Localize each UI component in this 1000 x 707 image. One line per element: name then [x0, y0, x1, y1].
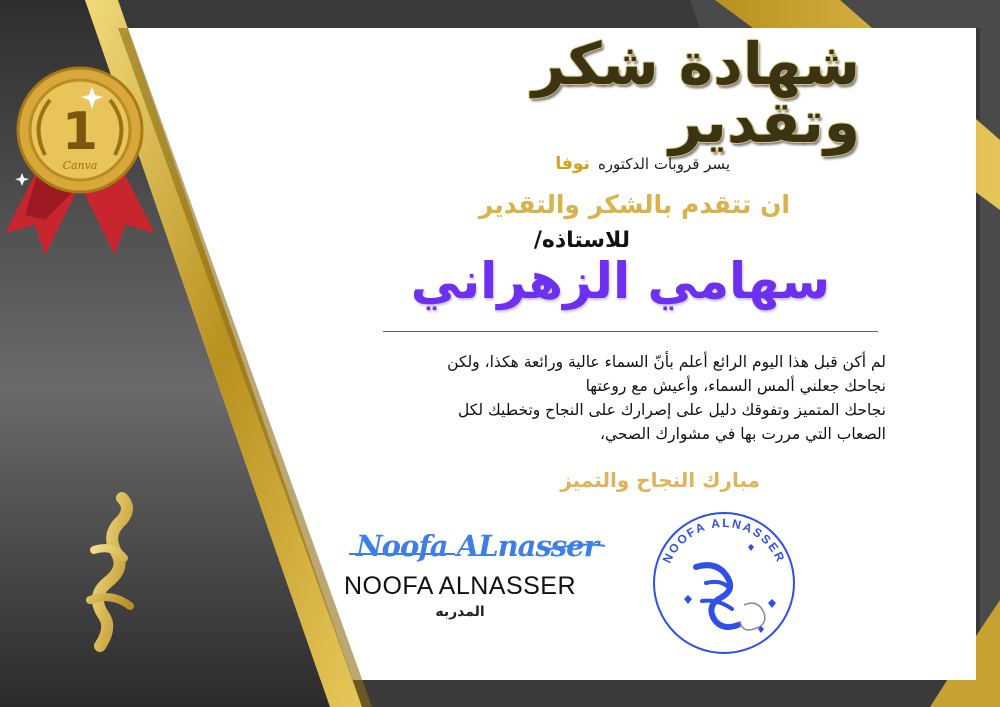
certificate-body — [326, 350, 886, 446]
official-stamp — [648, 505, 800, 657]
signer-role: المدربه — [435, 604, 485, 620]
divider — [383, 331, 878, 332]
greeting-text: يسر قروبات الدكتوره — [597, 155, 730, 173]
svg-text:NOOFA ALNASSER: NOOFA ALNASSER — [659, 515, 789, 566]
certificate-title: شهادة شكر وتقدير — [531, 30, 860, 156]
body-line: نجاحك جعلني ألمس السماء، وأعيش مع روعتها — [585, 377, 886, 395]
body-line: الصعاب التي مررت بها في مشوارك الصحي، — [600, 425, 886, 443]
congratulations-text: مبارك النجاح والتميز — [560, 468, 760, 492]
body-line: لم أكن قبل هذا اليوم الرائع أعلم بأنّ السماء عالية ورائعة هكذا، ولكن — [447, 353, 886, 371]
certificate-subtitle: ان تتقدم بالشكر والتقدير — [478, 190, 790, 219]
medal-brand: Canva — [62, 159, 98, 172]
greeting-name: نوفا — [555, 154, 590, 174]
gold-medal-icon — [0, 65, 160, 265]
recipient-honorific: للاستاذه/ — [533, 228, 630, 253]
medal-number: 1 — [61, 102, 99, 162]
greeting-line — [470, 150, 730, 178]
body-line: نجاحك المتميز وتفوقك دليل على إصرارك على النجاح وتخطيك لكل — [458, 401, 886, 419]
recipient-name: سهامي الزهراني — [410, 252, 830, 310]
signer-name: NOOFA ALNASSER — [343, 572, 577, 600]
svg-text:Noofa ALnasser: Noofa ALnasser — [356, 529, 598, 563]
calligraphy-logo-icon — [72, 490, 152, 660]
handwritten-signature — [345, 520, 610, 570]
